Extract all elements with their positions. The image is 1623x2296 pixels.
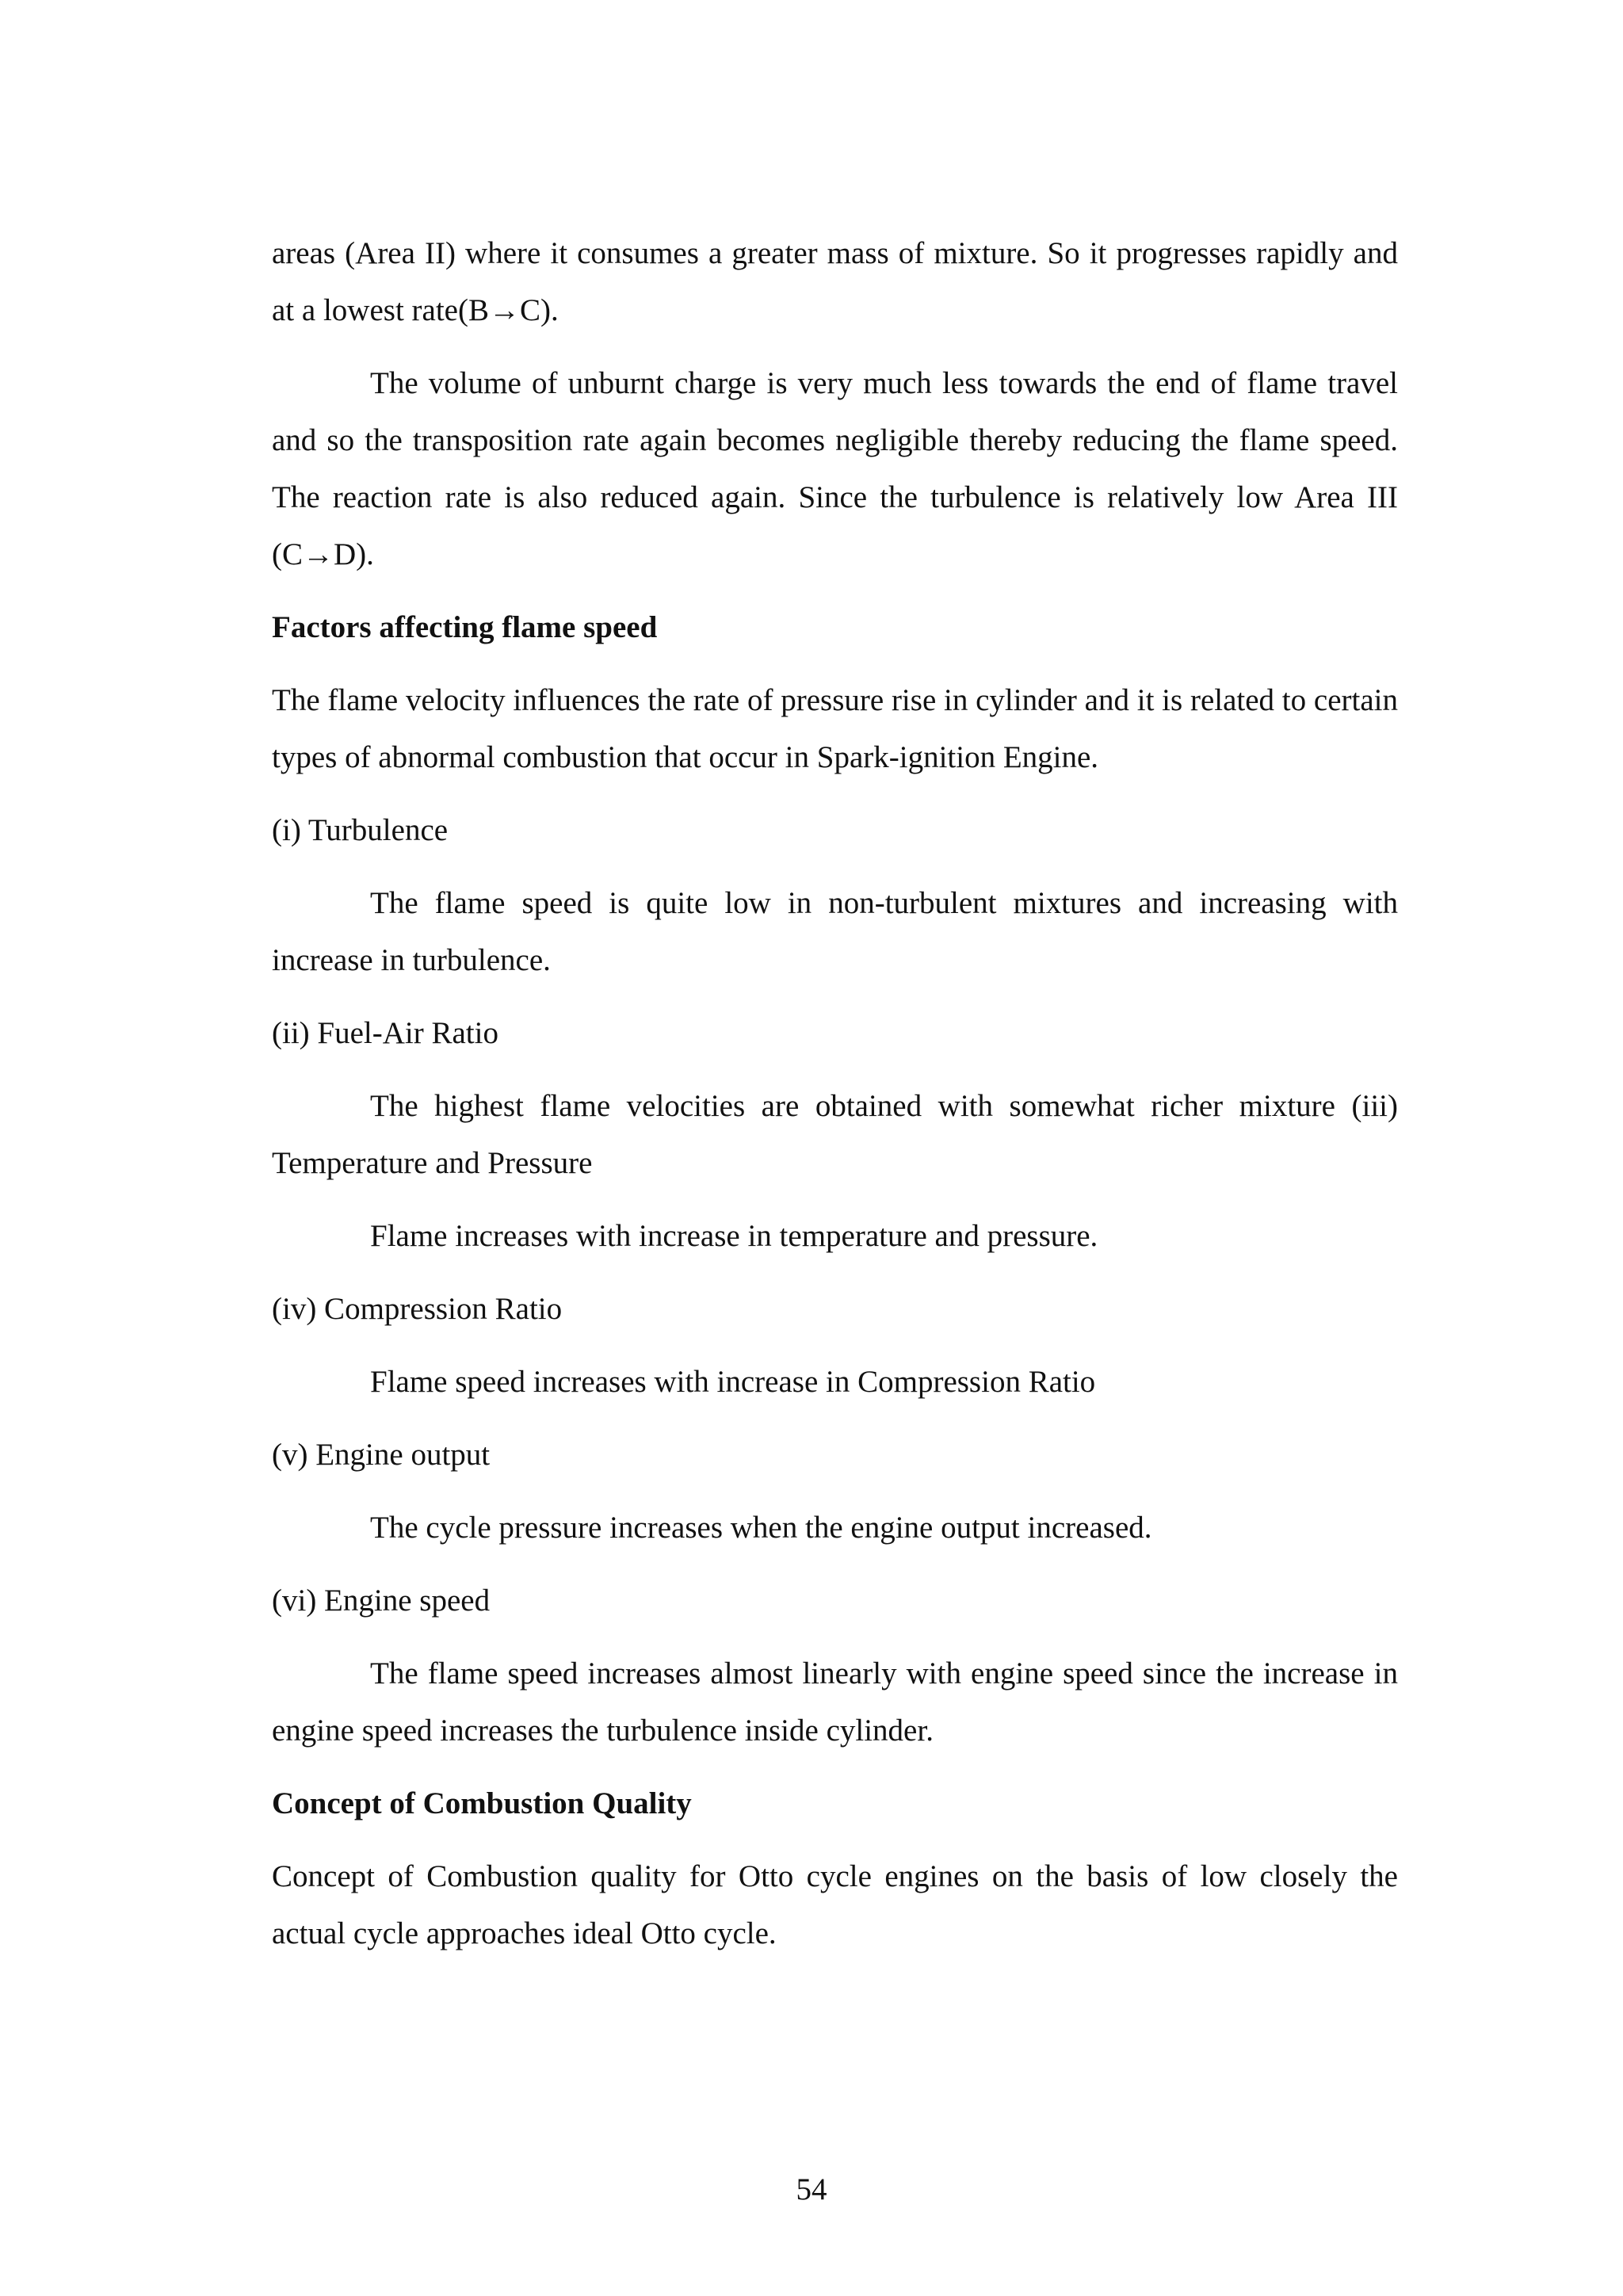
list-label-fuel-air-ratio: (ii) Fuel-Air Ratio [272,1016,498,1050]
list-text-fuel-air-ratio: The highest flame velocities are obtained with somewhat richer mixture (iii) Temperature and Pressure [272,1089,1398,1180]
list-label-engine-speed: (vi) Engine speed [272,1584,491,1618]
list-text-engine-speed: The flame speed increases almost linearly with engine speed since the increase in engine speed increases the turbulence inside cylinder. [272,1656,1398,1748]
list-text-temperature-pressure: Flame increases with increase in temperature and pressure. [370,1219,1098,1253]
page-body [272,225,1398,1962]
heading-combustion-quality: Concept of Combustion Quality [272,1786,692,1820]
page-number: 54 [796,2172,827,2206]
list-label-compression-ratio: (iv) Compression Ratio [272,1292,563,1326]
paragraph-unburnt-charge: The volume of unburnt charge is very much less towards the end of flame travel and so the transposition rate again becomes negligible thereby reducing the flame speed. The reaction rate is also reduced again. Since the turbulence is relatively low Area III (C→D). [272,366,1398,571]
list-text-engine-output: The cycle pressure increases when the engine output increased. [370,1511,1152,1545]
paragraph-flame-velocity: The flame velocity influences the rate of pressure rise in cylinder and it is related to certain types of abnormal combustion that occur in Spark-ignition Engine. [272,683,1398,774]
heading-factors-affecting-flame-speed: Factors affecting flame speed [272,610,658,644]
paragraph-area-ii: areas (Area II) where it consumes a greater mass of mixture. So it progresses rapidly and at a lowest rate(B→C). [272,236,1398,327]
paragraph-combustion-quality: Concept of Combustion quality for Otto cycle engines on the basis of low closely the actual cycle approaches ideal Otto cycle. [272,1859,1398,1950]
list-label-turbulence: (i) Turbulence [272,813,449,847]
list-text-compression-ratio: Flame speed increases with increase in Compression Ratio [370,1365,1096,1399]
list-text-turbulence: The flame speed is quite low in non-turbulent mixtures and increasing with increase in turbulence. [272,886,1398,977]
list-label-engine-output: (v) Engine output [272,1438,491,1472]
